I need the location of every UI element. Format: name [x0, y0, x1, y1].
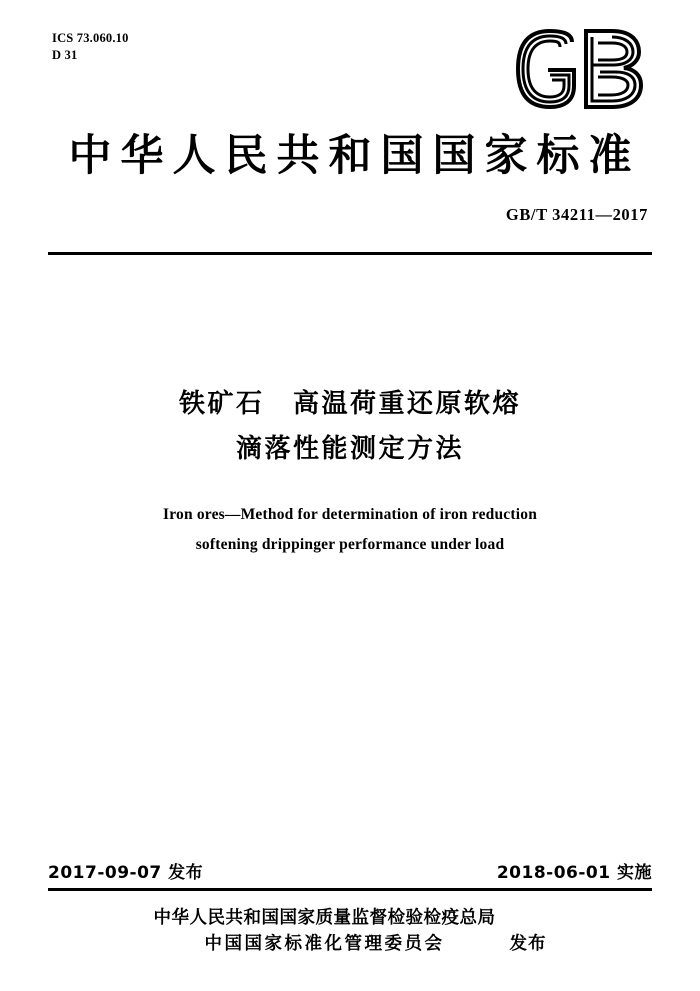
document-title-cn: [0, 382, 700, 472]
document-title-cn-line2: 滴落性能测定方法: [235, 434, 464, 464]
document-title-en-line2: softening drippinger performance under load: [195, 536, 505, 553]
document-title-en-line1: Iron ores—Method for determination of iron reduction: [162, 506, 538, 523]
issue-verb: 发布: [509, 934, 547, 954]
document-title-cn-line1: 铁矿石 高温荷重还原软熔: [178, 389, 521, 419]
document-title-en: [0, 500, 700, 560]
national-standard-title: 中华人民共和国国家标准: [68, 131, 641, 181]
header-divider: [48, 252, 652, 255]
issue-date: 2017-09-07 发布: [48, 863, 204, 883]
issuer-line1: 中华人民共和国国家质量监督检验检疫总局: [153, 908, 496, 928]
classification-code: D 31: [52, 47, 78, 62]
ics-code: ICS 73.060.10: [52, 31, 129, 45]
issuer-line2: 中国国家标准化管理委员会: [204, 934, 445, 954]
implementation-date: 2018-06-01 实施: [496, 863, 652, 883]
issuing-organizations: [0, 905, 700, 957]
gb-logo-icon: [512, 28, 648, 110]
ics-header-block: [52, 30, 129, 64]
footer-dates: [48, 858, 652, 883]
issuer-names: [154, 905, 496, 957]
footer-divider: [48, 888, 652, 891]
standard-number: GB/T 34211—2017: [505, 205, 648, 224]
